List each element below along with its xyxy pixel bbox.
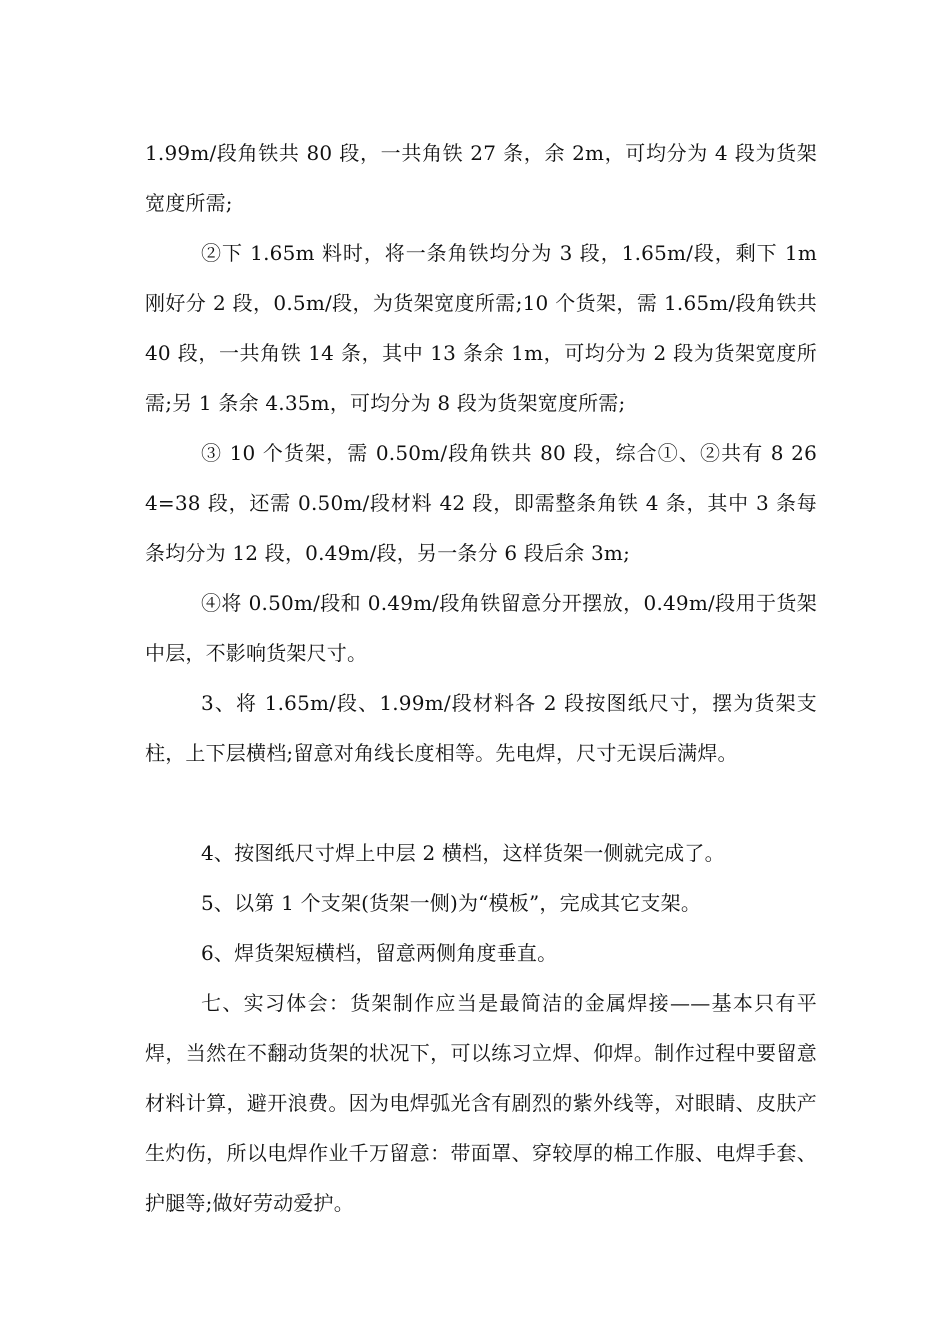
paragraph-assembly-3: 3、将 1.65m/段、1.99m/段材料各 2 段按图纸尺寸，摆为货架支柱，上下层横档;留意对角线长度相等。先电焊，尺寸无误后满焊。 — [145, 691, 817, 765]
document-body — [145, 128, 817, 1228]
paragraph-angle-iron-199: 1.99m/段角铁共 80 段，一共角铁 27 条，余 2m，可均分为 4 段为货架宽度所需; — [145, 141, 817, 215]
paragraph-spacer — [145, 778, 817, 828]
paragraph-assembly-5: 5、以第 1 个支架(货架一侧)为“模板”，完成其它支架。 — [201, 891, 702, 915]
paragraph-reflection: 七、实习体会：货架制作应当是最简洁的金属焊接——基本只有平焊，当然在不翻动货架的状况下，可以练习立焊、仰焊。制作过程中要留意材料计算，避开浪费。因为电焊弧光含有剧烈的紫外线等，对眼睛、皮肤产生灼伤，所以电焊作业千万留意：带面罩、穿较厚的棉工作服、电焊手套、护腿等;做好劳动爱护。 — [145, 991, 817, 1215]
paragraph-assembly-6: 6、焊货架短横档，留意两侧角度垂直。 — [201, 941, 558, 965]
paragraph-step-4: ④将 0.50m/段和 0.49m/段角铁留意分开摆放，0.49m/段用于货架中层，不影响货架尺寸。 — [145, 591, 817, 665]
paragraph-step-3: ③ 10 个货架，需 0.50m/段角铁共 80 段，综合①、②共有 8 26 4=38 段，还需 0.50m/段材料 42 段，即需整条角铁 4 条，其中 3 条每条均分为 12 段，0.49m/段，另一条分 6 段后余 3m; — [145, 441, 817, 565]
paragraph-step-2: ②下 1.65m 料时，将一条角铁均分为 3 段，1.65m/段，剩下 1m 刚好分 2 段，0.5m/段，为货架宽度所需;10 个货架，需 1.65m/段角铁共 40 段，一共角铁 14 条，其中 13 条余 1m，可均分为 2 段为货架宽度所需;另 1 条余 4.35m，可均分为 8 段为货架宽度所需; — [145, 241, 817, 415]
paragraph-assembly-4: 4、按图纸尺寸焊上中层 2 横档，这样货架一侧就完成了。 — [201, 841, 725, 865]
